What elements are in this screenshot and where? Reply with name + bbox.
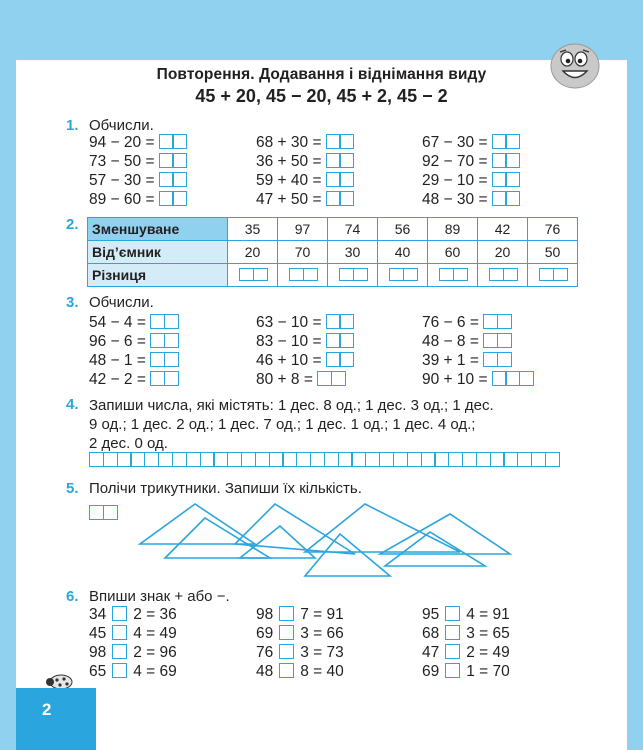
answer-box[interactable]: [159, 134, 186, 151]
sign-row: [89, 606, 177, 624]
sign-row: [256, 644, 344, 662]
expression-row: [89, 172, 186, 190]
expression-text: 76 − 6 =: [422, 314, 479, 331]
result-text: 2 = 96: [133, 644, 177, 661]
right-band: [627, 60, 643, 750]
operand-text: 69: [256, 625, 274, 642]
task4-line: Запиши числа, які містять: 1 дес. 8 од.; 1 дес. 3 од.; 1 дес.: [89, 397, 494, 414]
answer-box[interactable]: [326, 134, 353, 151]
expression-text: 57 − 30 =: [89, 172, 155, 189]
result-text: 3 = 66: [300, 625, 344, 642]
table-row: [88, 264, 578, 287]
expression-row: [89, 191, 186, 209]
sign-box[interactable]: [279, 625, 294, 640]
expression-text: 96 − 6 =: [89, 333, 146, 350]
expression-text: 63 − 10 =: [256, 314, 322, 331]
table-row: [88, 218, 578, 241]
task6-instruction: Впиши знак + або −.: [89, 588, 230, 605]
table-cell: 97: [278, 218, 328, 241]
sign-box[interactable]: [279, 606, 294, 621]
expression-row: [256, 134, 353, 152]
result-text: 4 = 91: [466, 606, 510, 623]
operand-text: 69: [422, 663, 440, 680]
table-cell: 74: [328, 218, 378, 241]
expression-text: 67 − 30 =: [422, 134, 488, 151]
sign-row: [256, 625, 344, 643]
sign-row: [422, 606, 510, 624]
answer-cell[interactable]: [328, 264, 378, 287]
expression-row: [256, 314, 353, 332]
answer-cell[interactable]: [378, 264, 428, 287]
expression-row: [422, 314, 510, 332]
expression-text: 48 − 8 =: [422, 333, 479, 350]
expression-text: 80 + 8 =: [256, 371, 313, 388]
expression-row: [422, 352, 510, 370]
expression-text: 94 − 20 =: [89, 134, 155, 151]
expression-row: [422, 153, 519, 171]
answer-box[interactable]: [150, 352, 177, 369]
expression-text: 47 + 50 =: [256, 191, 322, 208]
table-cell: 20: [228, 241, 278, 264]
expression-row: [422, 371, 533, 389]
answer-box[interactable]: [150, 314, 177, 331]
expression-row: [422, 172, 519, 190]
table-cell: 89: [428, 218, 478, 241]
answer-box[interactable]: [159, 191, 186, 208]
result-text: 8 = 40: [300, 663, 344, 680]
answer-box[interactable]: [150, 333, 177, 350]
sign-box[interactable]: [112, 625, 127, 640]
sign-row: [422, 644, 510, 662]
sign-box[interactable]: [445, 644, 460, 659]
table-cell: 50: [528, 241, 578, 264]
answer-box[interactable]: [326, 172, 353, 189]
expression-text: 46 + 10 =: [256, 352, 322, 369]
answer-cell[interactable]: [428, 264, 478, 287]
expression-row: [89, 314, 177, 332]
table-cell: 42: [478, 218, 528, 241]
answer-box[interactable]: [159, 172, 186, 189]
task4-line: 2 дес. 0 од.: [89, 435, 168, 452]
task4-line: 9 од.; 1 дес. 2 од.; 1 дес. 7 од.; 1 дес. 1 од.; 1 дес. 4 од.;: [89, 416, 476, 433]
table-cell: 76: [528, 218, 578, 241]
page-title: Повторення. Додавання і віднімання виду: [156, 66, 487, 83]
sign-row: [422, 625, 510, 643]
page-number: 2: [42, 700, 52, 719]
operand-text: 68: [422, 625, 440, 642]
answer-box[interactable]: [492, 191, 519, 208]
expression-text: 68 + 30 =: [256, 134, 322, 151]
expression-row: [256, 191, 353, 209]
answer-cell[interactable]: [278, 264, 328, 287]
operand-text: 47: [422, 644, 440, 661]
answer-box[interactable]: [492, 172, 519, 189]
sign-row: [422, 663, 510, 681]
operand-text: 98: [89, 644, 107, 661]
sign-box[interactable]: [112, 663, 127, 678]
task4-answer-boxes[interactable]: [89, 452, 559, 471]
task5-instruction: Полічи трикутники. Запиши їх кількість.: [89, 480, 362, 497]
operand-text: 76: [256, 644, 274, 661]
expression-row: [89, 371, 177, 389]
expression-text: 59 + 40 =: [256, 172, 322, 189]
top-band: [0, 0, 643, 60]
task3-number: 3.: [66, 294, 79, 311]
expression-row: [89, 352, 177, 370]
table-cell: 30: [328, 241, 378, 264]
page-subtitle: 45 + 20, 45 − 20, 45 + 2, 45 − 2: [195, 86, 448, 106]
answer-box[interactable]: [150, 371, 177, 388]
expression-text: 48 − 30 =: [422, 191, 488, 208]
expression-text: 83 − 10 =: [256, 333, 322, 350]
answer-box[interactable]: [483, 352, 510, 369]
expression-row: [422, 191, 519, 209]
expression-row: [422, 333, 510, 351]
answer-box[interactable]: [483, 314, 510, 331]
expression-row: [256, 333, 353, 351]
operand-text: 95: [422, 606, 440, 623]
expression-text: 73 − 50 =: [89, 153, 155, 170]
answer-box[interactable]: [326, 352, 353, 369]
row-label-difference: Різниця: [88, 264, 228, 287]
answer-box[interactable]: [483, 333, 510, 350]
sign-box[interactable]: [279, 663, 294, 678]
answer-box[interactable]: [492, 371, 533, 388]
table-cell: 56: [378, 218, 428, 241]
operand-text: 65: [89, 663, 107, 680]
sign-box[interactable]: [445, 625, 460, 640]
table-cell: 70: [278, 241, 328, 264]
sign-box[interactable]: [279, 644, 294, 659]
answer-box[interactable]: [326, 191, 353, 208]
expression-row: [89, 153, 186, 171]
expression-row: [256, 352, 353, 370]
task6-number: 6.: [66, 588, 79, 605]
expression-row: [89, 333, 177, 351]
sign-row: [256, 663, 344, 681]
result-text: 3 = 65: [466, 625, 510, 642]
row-label-minuend: Зменшуване: [88, 218, 228, 241]
expression-row: [256, 172, 353, 190]
sign-row: [89, 644, 177, 662]
answer-cell[interactable]: [478, 264, 528, 287]
expression-text: 39 + 1 =: [422, 352, 479, 369]
answer-cell[interactable]: [228, 264, 278, 287]
task2-number: 2.: [66, 216, 79, 233]
expression-row: [256, 371, 344, 389]
answer-box[interactable]: [326, 333, 353, 350]
table-cell: 35: [228, 218, 278, 241]
result-text: 4 = 49: [133, 625, 177, 642]
answer-box[interactable]: [326, 153, 353, 170]
expression-text: 54 − 4 =: [89, 314, 146, 331]
expression-text: 36 + 50 =: [256, 153, 322, 170]
result-text: 7 = 91: [300, 606, 344, 623]
triangles-figure: [130, 496, 520, 586]
expression-text: 29 − 10 =: [422, 172, 488, 189]
sign-row: [89, 625, 177, 643]
expression-text: 89 − 60 =: [89, 191, 155, 208]
result-text: 3 = 73: [300, 644, 344, 661]
result-text: 2 = 36: [133, 606, 177, 623]
result-text: 4 = 69: [133, 663, 177, 680]
expression-row: [256, 153, 353, 171]
task2-table: [87, 217, 578, 287]
task1-number: 1.: [66, 117, 79, 134]
table-cell: 40: [378, 241, 428, 264]
answer-box[interactable]: [317, 371, 344, 388]
answer-box[interactable]: [159, 153, 186, 170]
expression-text: 48 − 1 =: [89, 352, 146, 369]
answer-box[interactable]: [492, 153, 519, 170]
sign-box[interactable]: [445, 606, 460, 621]
sign-box[interactable]: [112, 644, 127, 659]
page-corner: [16, 688, 96, 750]
task3-instruction: Обчисли.: [89, 294, 154, 311]
expression-row: [89, 134, 186, 152]
answer-cell[interactable]: [528, 264, 578, 287]
result-text: 1 = 70: [466, 663, 510, 680]
task5-number: 5.: [66, 480, 79, 497]
left-band: [0, 60, 16, 750]
expression-text: 42 − 2 =: [89, 371, 146, 388]
operand-text: 48: [256, 663, 274, 680]
result-text: 2 = 49: [466, 644, 510, 661]
answer-box[interactable]: [492, 134, 519, 151]
sign-row: [256, 606, 344, 624]
expression-text: 90 + 10 =: [422, 371, 488, 388]
operand-text: 98: [256, 606, 274, 623]
task4-number: 4.: [66, 396, 79, 413]
task1-instruction: Обчисли.: [89, 117, 154, 134]
table-cell: 60: [428, 241, 478, 264]
operand-text: 34: [89, 606, 107, 623]
table-cell: 20: [478, 241, 528, 264]
expression-row: [422, 134, 519, 152]
task5-answer-box[interactable]: [89, 503, 116, 522]
row-label-subtrahend: Від’ємник: [88, 241, 228, 264]
sign-box[interactable]: [445, 663, 460, 678]
sign-box[interactable]: [112, 606, 127, 621]
sign-row: [89, 663, 177, 681]
task4-instruction: [89, 396, 494, 453]
operand-text: 45: [89, 625, 107, 642]
expression-text: 92 − 70 =: [422, 153, 488, 170]
answer-box[interactable]: [326, 314, 353, 331]
table-row: [88, 241, 578, 264]
